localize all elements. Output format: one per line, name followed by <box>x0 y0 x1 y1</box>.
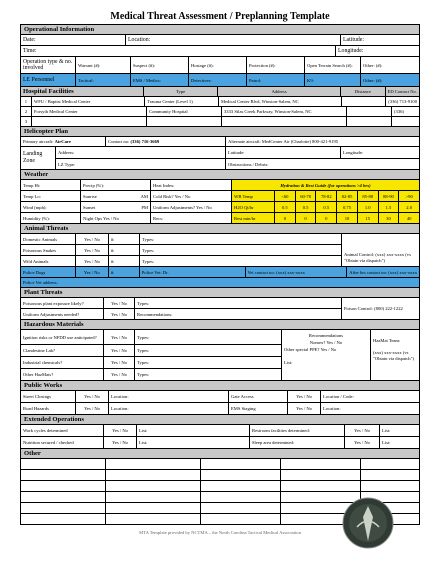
h2o-cell: 2.0 <box>406 204 413 210</box>
plant-row <box>21 298 341 309</box>
road-hazards-label: Road Hazards <box>21 403 76 414</box>
sunrise-label: Sunrise <box>83 193 97 199</box>
temp-lo-field[interactable]: Temp Lo: <box>21 191 81 201</box>
hospital-row <box>21 107 419 117</box>
poison-plant-yesno[interactable]: Yes / No <box>104 298 135 308</box>
hospital-row-number: 3 <box>21 117 32 126</box>
hospital-address-header: Address <box>218 87 341 96</box>
section-plant: Plant Threats <box>21 288 419 298</box>
wild-count[interactable]: #: <box>109 256 140 266</box>
hazmat-rows <box>21 330 282 380</box>
wb-temp-label: WB Temp <box>232 191 275 201</box>
hospital-distance-header: Distance <box>341 87 385 96</box>
ems-field[interactable]: EMS / Medics: <box>131 74 189 86</box>
street-closings-label: Street Closings <box>21 391 76 402</box>
animal-rows <box>21 234 342 266</box>
sleep-label: Sleep area determined: <box>250 437 345 448</box>
wb-temp-cell: 78-82 <box>316 191 337 201</box>
ems-staging-location[interactable]: Location: <box>323 406 341 411</box>
plant-uniform-yesno[interactable]: Yes / No <box>104 309 135 319</box>
wb-temp-cell: 60-78 <box>296 191 317 201</box>
industrial-yesno[interactable]: Yes / No <box>104 357 135 368</box>
section-public-works: Public Works <box>21 381 419 391</box>
hydration-title: Hydration & Rest Guide (for operations >4 hrs) <box>280 182 371 188</box>
police-vet-field[interactable]: Police Vet: Dr. <box>140 267 246 277</box>
rest-cell: 10 <box>337 213 358 223</box>
hospital-name[interactable]: WFU / Baptist Medical Center <box>32 97 145 106</box>
weather-row <box>21 213 231 223</box>
street-location[interactable]: Location: <box>109 391 229 402</box>
form-page <box>20 10 420 535</box>
wb-temp-cell: <60 <box>275 191 296 201</box>
primary-aircraft-value: AirCare <box>54 139 71 144</box>
animal-row-domestic <box>21 234 341 245</box>
other-cell[interactable] <box>106 459 201 469</box>
landing-zone-fields <box>56 147 419 169</box>
wb-temp-cell: 82-85 <box>337 191 358 201</box>
extended-row <box>21 437 419 449</box>
extended-row <box>21 425 419 437</box>
ems-staging-label: EMS Staging <box>229 403 288 414</box>
restroom-list[interactable]: List: <box>382 428 391 433</box>
weather-block <box>21 180 419 224</box>
page-title: Medical Threat Assessment / Preplanning Template <box>110 11 330 22</box>
snakes-count[interactable]: #: <box>109 245 140 255</box>
section-animal: Animal Threats <box>21 224 419 234</box>
wild-types[interactable]: Types: <box>142 258 155 264</box>
hazmat-block <box>21 330 419 381</box>
plant-recs[interactable]: Recommendations: <box>137 311 173 317</box>
suspect-field[interactable]: Suspect (#): <box>131 57 189 73</box>
hospital-row <box>21 97 419 107</box>
animal-block <box>21 234 419 267</box>
hydration-guide <box>232 180 419 223</box>
other-cell[interactable] <box>361 470 419 480</box>
rest-cell: 0 <box>316 213 337 223</box>
wb-temp-cell: >90 <box>405 193 413 199</box>
hospital-type[interactable]: Trauma Center (Level 1) <box>145 97 219 106</box>
plant-block <box>21 298 419 320</box>
hospital-row-number: 2 <box>21 107 32 116</box>
location-field[interactable]: Location: <box>126 35 341 45</box>
police-dogs-yesno[interactable]: Yes / No <box>76 267 109 277</box>
primary-aircraft-label: Primary aircraft: <box>23 139 54 144</box>
rest-label: Rest min/hr <box>232 213 275 223</box>
h2o-cell: 1.0 <box>358 202 379 212</box>
heli-row-landing <box>21 147 419 170</box>
cold-risk-field[interactable]: Cold Risk? Yes / No <box>153 193 191 199</box>
op-type-label: Operation type & no. involved <box>21 57 76 73</box>
road-hazards-yesno[interactable]: Yes / No <box>76 403 109 414</box>
other-cell[interactable] <box>106 514 201 524</box>
protection-field[interactable]: Protection (#): <box>247 57 305 73</box>
restroom-yesno[interactable]: Yes / No <box>345 425 380 436</box>
other-cell[interactable] <box>281 470 361 480</box>
wild-yesno[interactable]: Yes / No <box>76 256 109 266</box>
temp-hi-field[interactable]: Temp Hi: <box>21 180 81 190</box>
animal-row-snakes <box>21 245 341 256</box>
work-cycles-list[interactable]: List: <box>137 425 250 436</box>
lz-address-field[interactable]: Address: <box>56 147 226 158</box>
after-hrs-field[interactable]: After hrs contact no: (xxx) xxx-xxxx <box>349 269 418 275</box>
heli-row-aircraft <box>21 137 419 147</box>
warrant-field[interactable]: Warrant (#): <box>76 57 131 73</box>
hospital-row-number: 1 <box>21 97 32 106</box>
other-cell[interactable] <box>361 459 419 469</box>
night-ops-field[interactable]: Night Ops Yes / No <box>81 213 151 223</box>
footer-credit: MTA Template provided by NCTMA – the North Carolina Tactical Medical Association <box>139 530 301 535</box>
poison-plant-label: Poisonous plant exposure likely? <box>21 298 104 308</box>
other-cell[interactable] <box>106 503 201 513</box>
other-cell[interactable] <box>21 514 106 524</box>
hospital-name[interactable]: Forsyth Medical Center <box>32 107 147 116</box>
section-extended: Extended Operations <box>21 415 419 425</box>
le-personnel-label: LE Personnel <box>21 74 76 86</box>
ignition-types[interactable]: Types: <box>137 334 150 340</box>
h2o-cell: 0.5 <box>296 202 317 212</box>
police-dogs-count[interactable]: #: <box>109 267 140 277</box>
hostage-field[interactable]: Hostage (#): <box>189 57 247 73</box>
h2o-cell: 1.5 <box>379 202 400 212</box>
wild-label: Wild Animals <box>21 256 76 266</box>
other-cell[interactable] <box>201 492 281 502</box>
sunset-label: Sunset <box>83 204 96 210</box>
hospital-row <box>21 117 419 127</box>
public-row <box>21 403 419 415</box>
other-cell[interactable] <box>106 492 201 502</box>
rest-cell: 0 <box>275 213 296 223</box>
domestic-count[interactable]: #: <box>109 234 140 244</box>
weather-row <box>21 180 231 191</box>
section-weather: Weather <box>21 170 419 180</box>
h2o-row <box>232 202 419 213</box>
ems-staging-yesno[interactable]: Yes / No <box>288 403 321 414</box>
animal-row-vet-address <box>21 278 419 288</box>
nutrition-yesno[interactable]: Yes / No <box>104 437 137 448</box>
section-other: Other <box>21 449 419 459</box>
plant-rows <box>21 298 342 319</box>
wb-temp-cell: 88-90 <box>379 191 400 201</box>
hospital-name[interactable] <box>32 117 147 126</box>
hospital-type[interactable]: Community Hospital <box>147 107 222 116</box>
other-cell[interactable] <box>21 459 106 469</box>
hospital-distance[interactable] <box>342 97 386 106</box>
other-cell[interactable] <box>106 470 201 480</box>
hazmat-list-field[interactable]: List: <box>284 360 293 365</box>
lz-type-field[interactable]: LZ Type: <box>56 159 226 169</box>
section-helicopter: Helicopter Plan <box>21 127 419 137</box>
humidity-field[interactable]: Humidity (%): <box>21 213 81 223</box>
op-row-le <box>21 74 419 87</box>
sleep-list[interactable]: List: <box>382 440 391 445</box>
other-cell[interactable] <box>281 459 361 469</box>
hospital-distance[interactable] <box>347 107 392 116</box>
h2o-cell: 0.5 <box>316 202 337 212</box>
other-row <box>21 481 419 492</box>
domestic-label: Domestic Animals <box>21 234 76 244</box>
weather-fields <box>21 180 232 223</box>
patrol-field[interactable]: Patrol: <box>247 74 305 86</box>
contact-value: (336) 716-3669 <box>130 139 160 144</box>
primary-aircraft-field[interactable] <box>21 137 106 146</box>
domestic-yesno[interactable]: Yes / No <box>76 234 109 244</box>
landing-zone-label: Landing Zone <box>21 147 56 169</box>
op-row-date <box>21 35 419 46</box>
sunrise-field[interactable] <box>81 191 151 201</box>
latitude-field[interactable]: Latitude: <box>343 37 364 43</box>
work-cycles-yesno[interactable]: Yes / No <box>104 425 137 436</box>
other-hazmat-types[interactable]: Types: <box>137 372 150 377</box>
other-cell[interactable] <box>201 470 281 480</box>
hospital-header <box>21 87 419 97</box>
tactical-field[interactable]: Tactical: <box>76 74 131 86</box>
detectives-field[interactable]: Detectives: <box>189 74 247 86</box>
op-row-time <box>21 46 419 57</box>
hospital-phone[interactable]: (336) 713-9100 <box>388 99 418 104</box>
restroom-label: Restroom facilities determined: <box>250 425 345 436</box>
wb-temp-cell: 85-88 <box>358 191 379 201</box>
sunset-pm: PM <box>141 204 148 210</box>
ignition-label: Ignition risks or NFDD use anticipated? <box>21 330 104 344</box>
rest-cell: 15 <box>358 213 379 223</box>
wb-temp-row <box>232 191 419 202</box>
police-dogs-label: Police Dogs <box>21 267 76 277</box>
longitude-field[interactable]: Longitude: <box>338 48 364 54</box>
alt-aircraft-field[interactable]: Alternate aircraft: MedCenter Air (Charlotte) 800-421-9195 <box>228 139 339 144</box>
hazmat-row <box>21 357 281 369</box>
snakes-yesno[interactable]: Yes / No <box>76 245 109 255</box>
h2o-cell: 0.75 <box>337 202 358 212</box>
other-cell[interactable] <box>201 514 281 524</box>
section-operational: Operational Information <box>21 25 419 35</box>
rest-cell: 0 <box>296 213 317 223</box>
gate-access-label: Gate Access <box>229 391 288 402</box>
other-field[interactable]: Other: (#): <box>363 62 383 68</box>
nctma-logo <box>342 497 394 549</box>
nutrition-list[interactable]: List: <box>137 437 250 448</box>
other-cell[interactable] <box>21 503 106 513</box>
poison-control-field: Poison Control: (800) 222-1222 <box>344 305 403 311</box>
k9-field[interactable]: K9: <box>305 74 361 86</box>
hospital-type[interactable] <box>147 117 222 126</box>
h2o-label: H2O Qt/hr <box>232 202 275 212</box>
industrial-label: Industrial chemicals? <box>21 357 104 368</box>
sunrise-am: AM <box>140 193 148 199</box>
hospital-address[interactable] <box>222 117 347 126</box>
animal-row-police-dogs <box>21 267 419 278</box>
public-row <box>21 391 419 403</box>
other-cell[interactable] <box>361 481 419 491</box>
other-cell[interactable] <box>21 492 106 502</box>
hazmat-team <box>371 330 419 380</box>
other-cell[interactable] <box>201 459 281 469</box>
hazmat-row <box>21 330 281 345</box>
hospital-phone[interactable] <box>392 117 419 126</box>
industrial-types[interactable]: Types: <box>137 360 150 365</box>
hazmat-row <box>21 345 281 357</box>
hazmat-team-label: HazMat Team: <box>373 338 401 343</box>
nomex-field[interactable]: Nomex? Yes / No <box>309 340 343 345</box>
vet-address-field[interactable]: Police Vet address: <box>23 280 58 285</box>
weather-row <box>21 202 231 213</box>
hazmat-recommendations <box>282 330 371 380</box>
plant-uniform-label: Uniform Adjustments needed? <box>21 309 104 319</box>
gate-access-yesno[interactable]: Yes / No <box>288 391 321 402</box>
rest-cell: 30 <box>379 213 400 223</box>
hazmat-row <box>21 369 281 380</box>
hospital-address[interactable]: 3333 Silas Creek Parkway, Winston-Salem, NC <box>222 107 347 116</box>
snakes-label: Poisonous Snakes <box>21 245 76 255</box>
animal-control-field: Animal Control: (xxx) xxx-xxxx (vs "Obtain via dispatch") <box>344 252 411 263</box>
weather-row <box>21 191 231 202</box>
plant-types[interactable]: Types: <box>137 300 150 306</box>
other-cell[interactable] <box>201 503 281 513</box>
hospital-type-header: Type <box>144 87 218 96</box>
other-row <box>21 459 419 470</box>
snakes-types[interactable]: Types: <box>142 247 155 253</box>
other-cell[interactable] <box>21 470 106 480</box>
form-table <box>20 24 420 525</box>
contact-label: Contact no: <box>108 139 130 144</box>
precip-field[interactable]: Precip (%): <box>81 180 151 190</box>
obstructions-field[interactable]: Obstructions / Debris: <box>228 161 269 167</box>
recommendations-label: Recommendations <box>308 333 344 338</box>
date-field[interactable]: Date: <box>21 35 126 45</box>
contact-field[interactable] <box>106 137 226 146</box>
work-cycles-label: Work cycles determined <box>21 425 104 436</box>
lz-row-2 <box>56 159 419 169</box>
other2-field[interactable]: Other: (#): <box>363 77 383 83</box>
other-cell[interactable] <box>281 481 361 491</box>
other-row <box>21 470 419 481</box>
rest-cell: 40 <box>406 215 412 221</box>
street-closings-yesno[interactable]: Yes / No <box>76 391 109 402</box>
wind-field[interactable]: Wind (mph): <box>21 202 81 212</box>
clandestine-label: Clandestine Lab? <box>21 345 104 356</box>
recs-field[interactable]: Recs: <box>153 215 164 221</box>
time-field[interactable]: Time: <box>21 46 336 56</box>
hazmat-team-contact: (xxx) xxx-xxxx (vs "Obtain via dispatch") <box>373 350 415 361</box>
clandestine-types[interactable]: Types: <box>137 348 150 353</box>
sleep-yesno[interactable]: Yes / No <box>345 437 380 448</box>
uniform-adjust-field[interactable]: Uniform Adjustments? Yes / No <box>153 204 212 210</box>
other-cell[interactable] <box>21 481 106 491</box>
road-location[interactable]: Location: <box>109 403 229 414</box>
ppe-field[interactable]: Other special PPE? Yes / No <box>284 347 337 352</box>
other-cell[interactable] <box>106 481 201 491</box>
lz-row-1 <box>56 147 419 159</box>
clandestine-yesno[interactable]: Yes / No <box>104 345 135 356</box>
other-cell[interactable] <box>201 481 281 491</box>
hydration-title-row <box>232 180 419 191</box>
heat-index-field[interactable]: Heat Index: <box>153 182 175 188</box>
hospital-phone[interactable]: (336) <box>394 109 404 114</box>
domestic-types[interactable]: Types: <box>142 236 155 242</box>
animal-row-wild <box>21 256 341 266</box>
lz-longitude-field[interactable]: Longitude: <box>343 150 364 155</box>
sunset-field[interactable] <box>81 202 151 212</box>
section-hazmat: Hazardous Materials <box>21 320 419 330</box>
vet-contact-field[interactable]: Vet contact no: (xxx) xxx-xxxx <box>246 267 348 277</box>
nutrition-label: Nutrition secured / checked <box>21 437 104 448</box>
lz-latitude-field[interactable]: Latitude: <box>226 147 341 158</box>
other-hazmat-yesno[interactable]: Yes / No <box>104 369 135 380</box>
op-row-type <box>21 57 419 74</box>
gate-location-code[interactable]: Location / Code: <box>323 394 354 399</box>
other-hazmat-label: Other HazMats? <box>21 369 104 380</box>
rest-row <box>232 213 419 223</box>
h2o-cell: 0.5 <box>275 202 296 212</box>
open-terrain-field[interactable]: Open Terrain Search (#): <box>305 57 361 73</box>
plant-row <box>21 309 341 319</box>
ignition-yesno[interactable]: Yes / No <box>104 330 135 344</box>
hospital-address[interactable]: Medical Center Blvd, Winston-Salem, NC <box>219 97 342 106</box>
hospital-distance[interactable] <box>347 117 392 126</box>
section-hospital: Hospital Facilities <box>21 87 144 96</box>
hospital-contact-header: ED Contact No. <box>387 89 418 94</box>
